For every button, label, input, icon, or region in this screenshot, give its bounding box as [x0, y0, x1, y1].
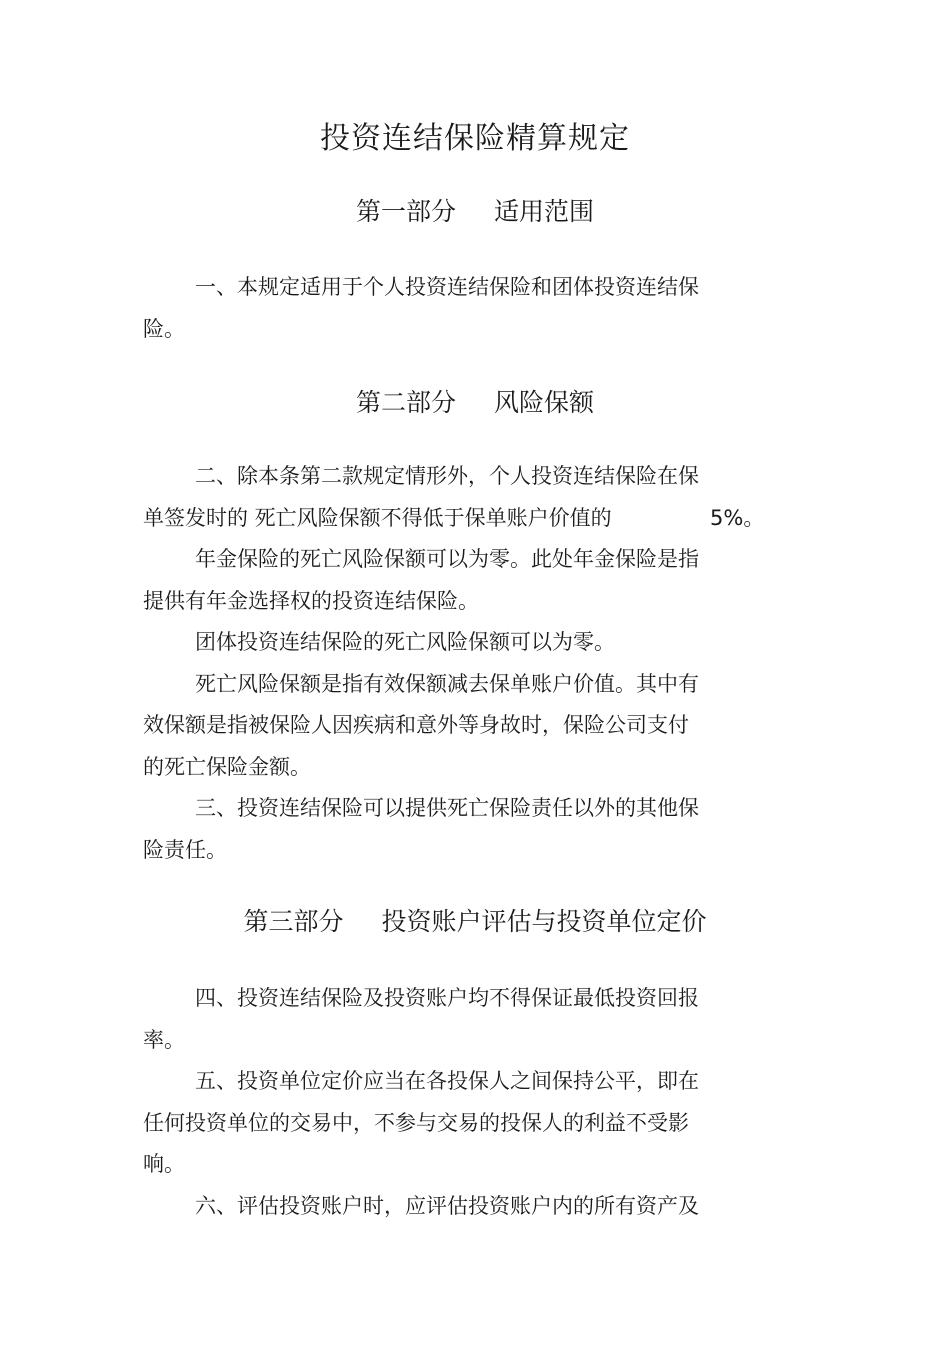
section-name: 投资账户评估与投资单位定价 [381, 907, 707, 936]
paragraph-3 [143, 978, 747, 1227]
paragraph-line: 险。 [143, 316, 185, 341]
paragraph-line: 提供有年金选择权的投资连结保险。 [143, 588, 479, 613]
paragraph-line: 任何投资单位的交易中，不参与交易的投保人的利益不受影 [143, 1110, 689, 1135]
paragraph-line: 五、投资单位定价应当在各投保人之间保持公平，即在 [195, 1069, 699, 1093]
section-number: 第一部分 [355, 197, 456, 226]
section-name: 适用范围 [494, 197, 595, 226]
paragraph-line: 年金保险的死亡风险保额可以为零。此处年金保险是指 [195, 547, 699, 571]
paragraph-line: 一、本规定适用于个人投资连结保险和团体投资连结保 [195, 275, 699, 299]
section-heading-1 [0, 194, 950, 230]
paragraph-line: 的死亡保险金额。 [143, 754, 311, 779]
paragraph-2 [143, 456, 765, 871]
paragraph-line: 团体投资连结保险的死亡风险保额可以为零。 [195, 630, 615, 654]
paragraph-line: 率。 [143, 1027, 185, 1052]
percentage-value: 5%。 [710, 505, 765, 530]
document-title: 投资连结保险精算规定 [320, 121, 630, 156]
paragraph-line: 六、评估投资账户时，应评估投资账户内的所有资产及 [195, 1193, 699, 1218]
paragraph-line: 四、投资连结保险及投资账户均不得保证最低投资回报 [195, 986, 699, 1010]
section-heading-2 [0, 385, 950, 421]
paragraph-text: 单签发时的 死亡风险保额不得低于保单账户价值的 [143, 505, 612, 530]
paragraph-line: 三、投资连结保险可以提供死亡保险责任以外的其他保 [195, 796, 699, 820]
paragraph-line: 效保额是指被保险人因疾病和意外等身故时，保险公司支付 [143, 713, 689, 737]
section-heading-3 [0, 904, 950, 940]
paragraph-line [143, 498, 765, 540]
paragraph-1 [143, 267, 747, 350]
paragraph-line: 险责任。 [143, 837, 227, 862]
section-name: 风险保额 [494, 388, 595, 417]
paragraph-line: 二、除本条第二款规定情形外，个人投资连结保险在保 [195, 464, 699, 488]
paragraph-line: 死亡风险保额是指有效保额减去保单账户价值。其中有 [195, 671, 699, 696]
paragraph-line: 响。 [143, 1152, 185, 1176]
section-number: 第三部分 [243, 907, 344, 936]
section-number: 第二部分 [355, 388, 456, 417]
